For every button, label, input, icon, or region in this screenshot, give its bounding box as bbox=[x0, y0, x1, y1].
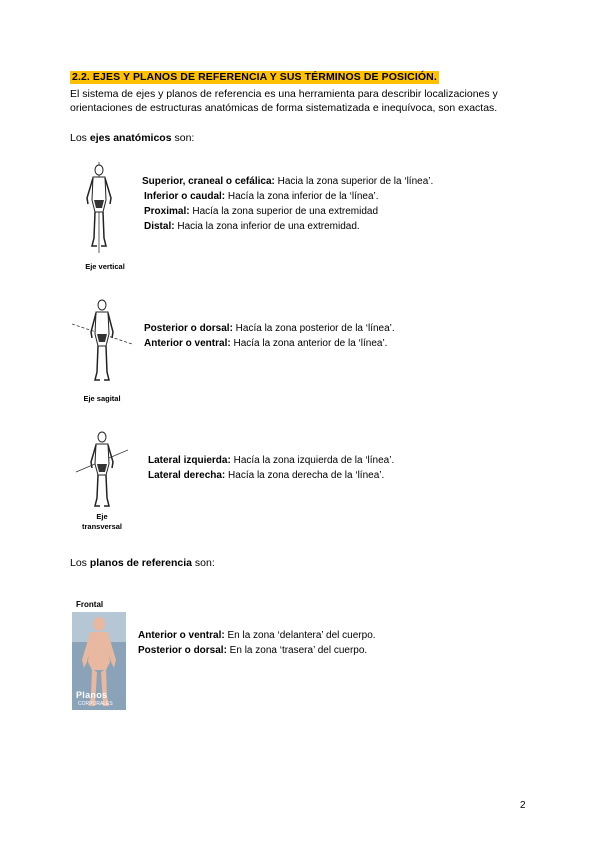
transversal-axis-terms bbox=[148, 453, 394, 483]
page-number: 2 bbox=[520, 800, 526, 811]
term-row: Lateral derecha: Hacía la zona derecha de la ‘línea’. bbox=[148, 470, 385, 481]
sagittal-axis-terms bbox=[144, 321, 395, 351]
sagittal-axis-figure bbox=[72, 296, 132, 388]
plane-image-label: Planos bbox=[76, 690, 108, 700]
term-row: Superior, craneal o cefálica: Hacia la zona superior de la ‘línea’. bbox=[142, 176, 434, 187]
body-figure-icon bbox=[72, 296, 132, 388]
term-row: Posterior o dorsal: Hacía la zona posterior de la ‘línea’. bbox=[144, 323, 395, 334]
vertical-axis-terms bbox=[142, 174, 433, 234]
term-row: Proximal: Hacía la zona superior de una extremidad bbox=[144, 206, 379, 217]
term-row: Distal: Hacia la zona inferior de una extremidad. bbox=[144, 221, 360, 232]
term-row: Posterior o dorsal: En la zona ‘trasera’ del cuerpo. bbox=[138, 645, 368, 656]
axis-caption: Eje transversal bbox=[81, 512, 123, 531]
intro-paragraph: El sistema de ejes y planos de referencia es una herramienta para describir localizaciones y orientaciones de estructuras anatómicas de forma sistematizada e inequívoca, son exactas. bbox=[70, 88, 498, 114]
planes-label: Los planos de referencia son: bbox=[70, 557, 215, 569]
term-row: Lateral izquierda: Hacía la zona izquierda de la ‘línea’. bbox=[148, 455, 395, 466]
plane-image-sublabel: CORPORALES bbox=[78, 701, 113, 707]
transversal-axis-figure bbox=[72, 428, 132, 512]
plane-title: Frontal bbox=[76, 600, 104, 609]
frontal-plane-terms bbox=[138, 628, 376, 658]
section-heading: 2.2. EJES Y PLANOS DE REFERENCIA Y SUS TÉRMINOS DE POSICIÓN. bbox=[72, 71, 437, 83]
term-row: Anterior o ventral: En la zona ‘delantera’ del cuerpo. bbox=[138, 630, 376, 641]
body-figure-icon bbox=[72, 428, 132, 512]
term-row: Anterior o ventral: Hacía la zona anterior de la ‘línea’. bbox=[144, 338, 388, 349]
body-figure-icon bbox=[74, 160, 124, 255]
axis-caption: Eje vertical bbox=[85, 262, 125, 271]
vertical-axis-figure bbox=[74, 160, 124, 255]
axis-caption: Eje sagital bbox=[83, 394, 121, 403]
axes-label: Los ejes anatómicos son: bbox=[70, 132, 195, 144]
term-row: Inferior o caudal: Hacía la zona inferior de la ‘línea’. bbox=[144, 191, 379, 202]
